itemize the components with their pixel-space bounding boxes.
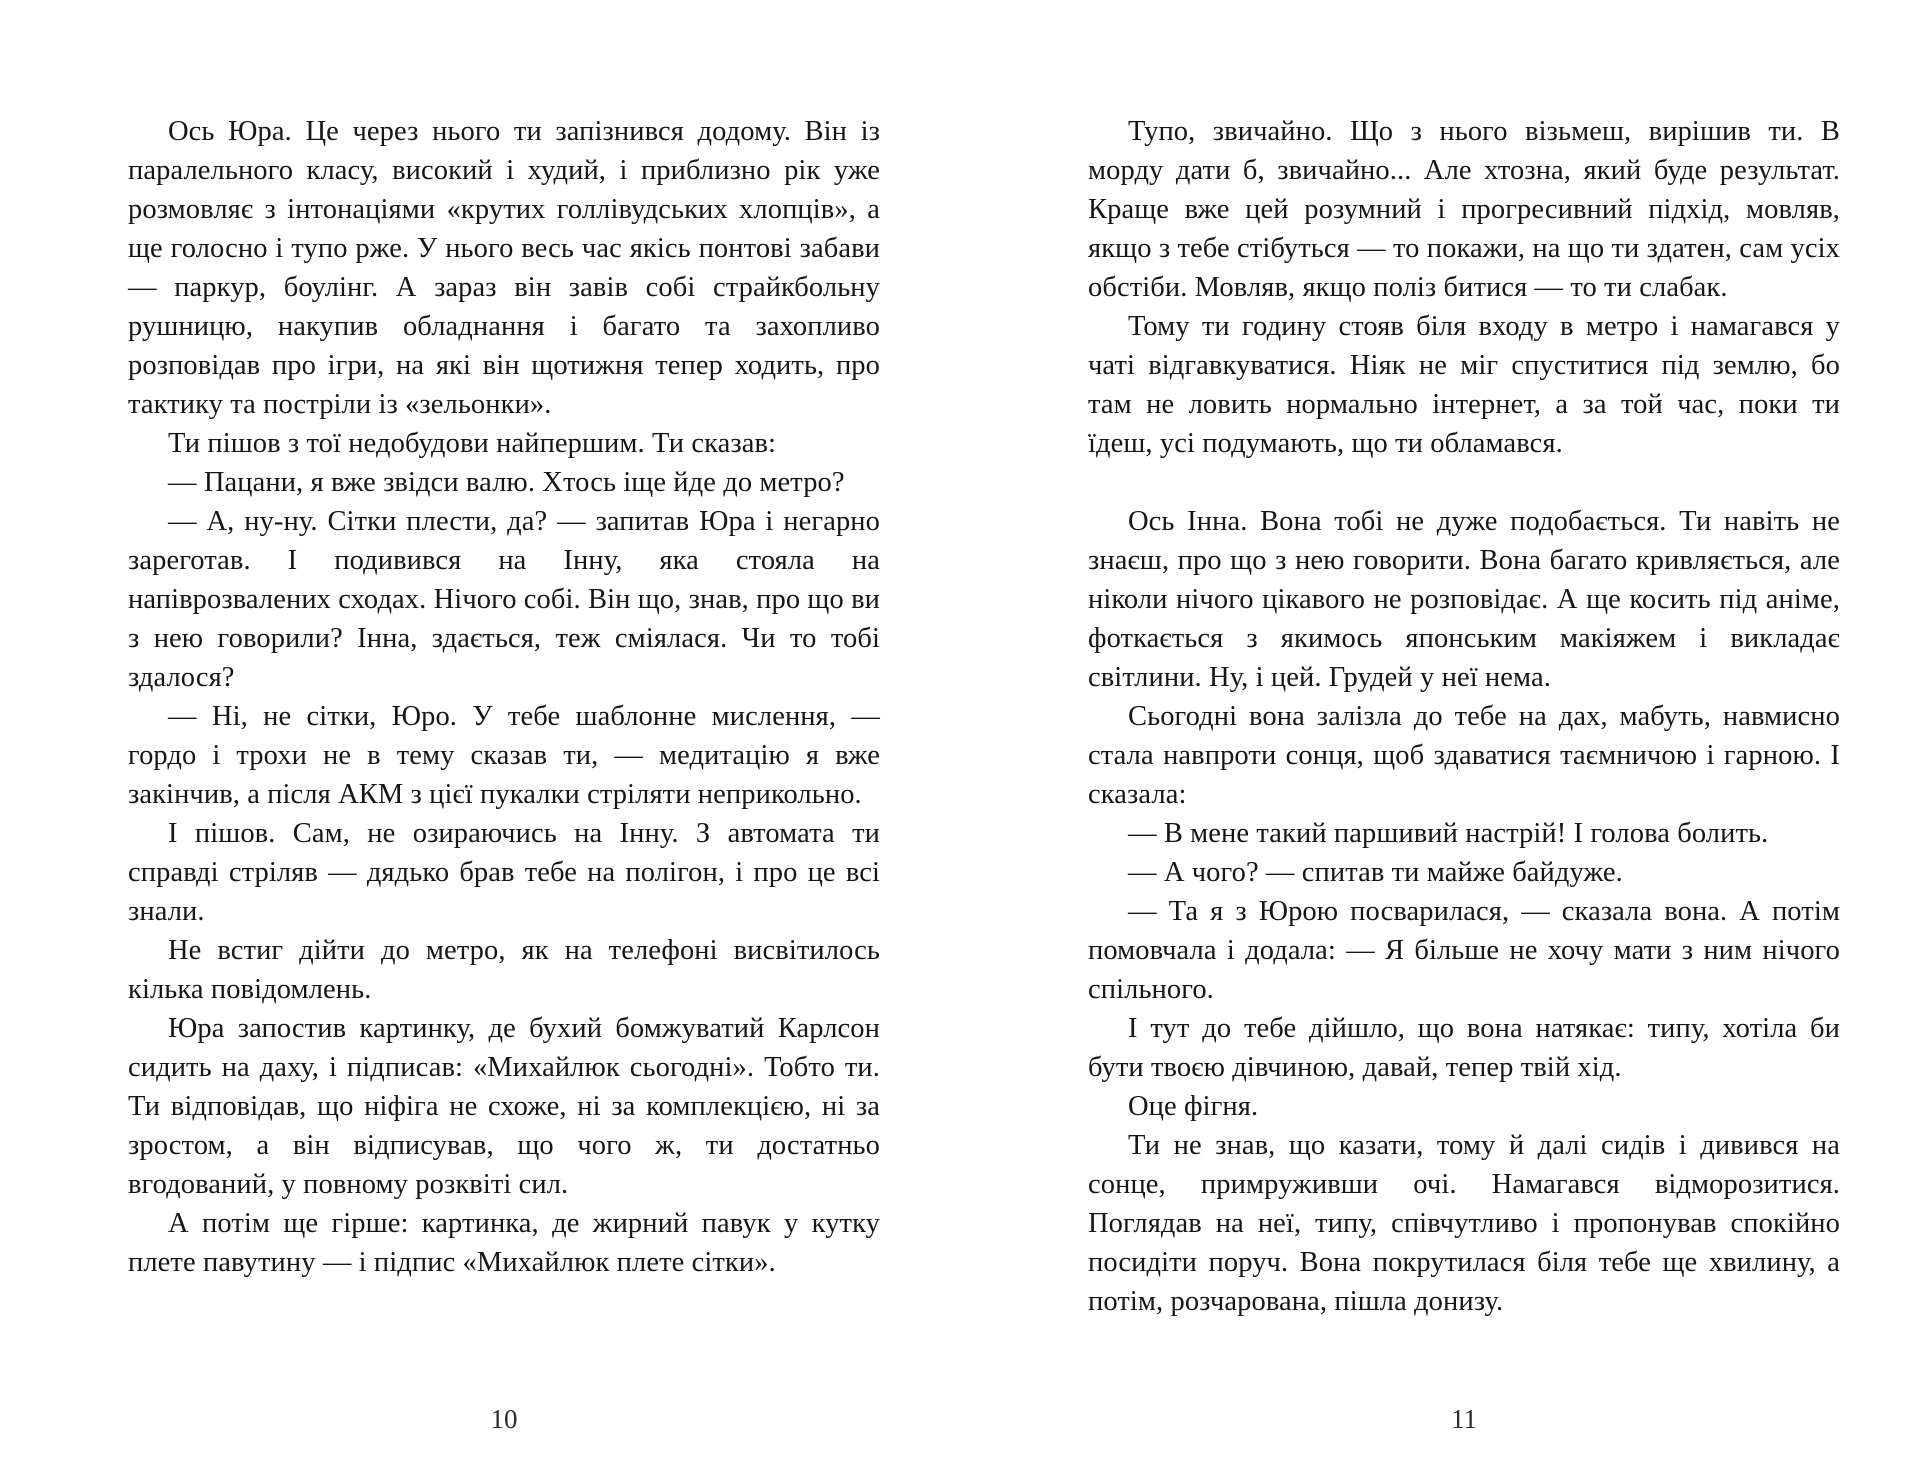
paragraph: І пішов. Сам, не озираючись на Інну. З автомата ти справді стріляв — дядько брав тебе на полігон, і про це всі знали.: [128, 818, 880, 927]
paragraph: Оце фігня.: [1128, 1091, 1259, 1122]
paragraph-dialogue: — Ні, не сітки, Юро. У тебе шаблонне мислення, — гордо і трохи не в тему сказав ти, — медитацію я вже закінчив, а після АКМ з цієї пукалки стріляти неприкольно.: [128, 701, 880, 810]
paragraph-dialogue: — Пацани, я вже звідси валю. Хтось іще йде до метро?: [168, 467, 845, 498]
paragraph: Тупо, звичайно. Що з нього візьмеш, вирішив ти. В морду дати б, звичайно... Але хтозна, який буде результат. Краще вже цей розумний і прогресивний підхід, мовляв, якщо з тебе стібуться — то покажи, на що ти здатен, сам усіх обстіби. Мовляв, якщо поліз битися — то ти слабак.: [1088, 116, 1840, 303]
paragraph: Ти пішов з тої недобудови найпершим. Ти сказав:: [168, 428, 777, 459]
paragraph: Сьогодні вона залізла до тебе на дах, мабуть, навмисно стала навпроти сонця, щоб здаватися таємничою і гарною. І сказала:: [1088, 701, 1840, 810]
paragraph: Ти не знав, що казати, тому й далі сидів і дивився на сонце, примруживши очі. Намагався відморозитися. Поглядав на неї, типу, співчутливо і пропонував спокійно посидіти поруч. Вона покрутилася біля тебе ще хвилину, а потім, розчарована, пішла донизу.: [1088, 1130, 1840, 1317]
page-left: [128, 0, 880, 1477]
page-right-text: [1088, 0, 1840, 1321]
paragraph-dialogue: — А, ну-ну. Сітки плести, да? — запитав Юра і негарно зареготав. І подивився на Інну, яка стояла на напіврозвалених сходах. Нічого собі. Він що, знав, про що ви з нею говорили? Інна, здається, теж сміялася. Чи то тобі здалося?: [128, 506, 880, 693]
paragraph: Не встиг дійти до метро, як на телефоні висвітилось кілька повідомлень.: [128, 935, 880, 1005]
paragraph: І тут до тебе дійшло, що вона натякає: типу, хотіла би бути твоєю дівчиною, давай, тепер твій хід.: [1088, 1013, 1840, 1083]
paragraph: Юра запостив картинку, де бухий бомжуватий Карлсон сидить на даху, і підписав: «Михайлюк сьогодні». Тобто ти. Ти відповідав, що ніфіга не схоже, ні за комплекцією, ні за зростом, а він відписував, що чого ж, ти достатньо вгодований, у повному розквіті сил.: [128, 1013, 880, 1200]
paragraph-section-start: Ось Інна. Вона тобі не дуже подобається. Ти навіть не знаєш, про що з нею говорити. Вона багато кривляється, але ніколи нічого цікавого не розповідає. А ще косить під аніме, фоткається з якимось японським макіяжем і викладає світлини. Ну, і цей. Грудей у неї нема.: [1088, 506, 1840, 693]
page-number-right: 11: [1451, 1404, 1477, 1434]
page-right: [1088, 0, 1840, 1477]
paragraph: Ось Юра. Це через нього ти запізнився додому. Він із паралельного класу, високий і худий, і приблизно рік уже розмовляє з інтонаціями «крутих голлівудських хлопців», а ще голосно і тупо рже. У нього весь час якісь понтові забави — паркур, боулінг. А зараз він завів собі страйкбольну рушницю, накупив обладнання і багато та захопливо розповідав про ігри, на які він щотижня тепер ходить, про тактику та постріли із «зельонки».: [128, 116, 880, 420]
page-number-left: 10: [490, 1404, 518, 1434]
paragraph-dialogue: — В мене такий паршивий настрій! І голова болить.: [1128, 818, 1769, 849]
paragraph-dialogue: — А чого? — спитав ти майже байдуже.: [1128, 857, 1623, 888]
paragraph: А потім ще гірше: картинка, де жирний павук у кутку плете павутину — і підпис «Михайлюк плете сітки».: [128, 1208, 880, 1278]
page-left-text: [128, 0, 880, 1282]
paragraph-dialogue: — Та я з Юрою посварилася, — сказала вона. А потім помовчала і додала: — Я більше не хочу мати з ним нічого спільного.: [1088, 896, 1840, 1005]
paragraph: Тому ти годину стояв біля входу в метро і намагався у чаті відгавкуватися. Ніяк не міг спуститися під землю, бо там не ловить нормально інтернет, а за той час, поки ти їдеш, усі подумають, що ти обламався.: [1088, 311, 1840, 459]
